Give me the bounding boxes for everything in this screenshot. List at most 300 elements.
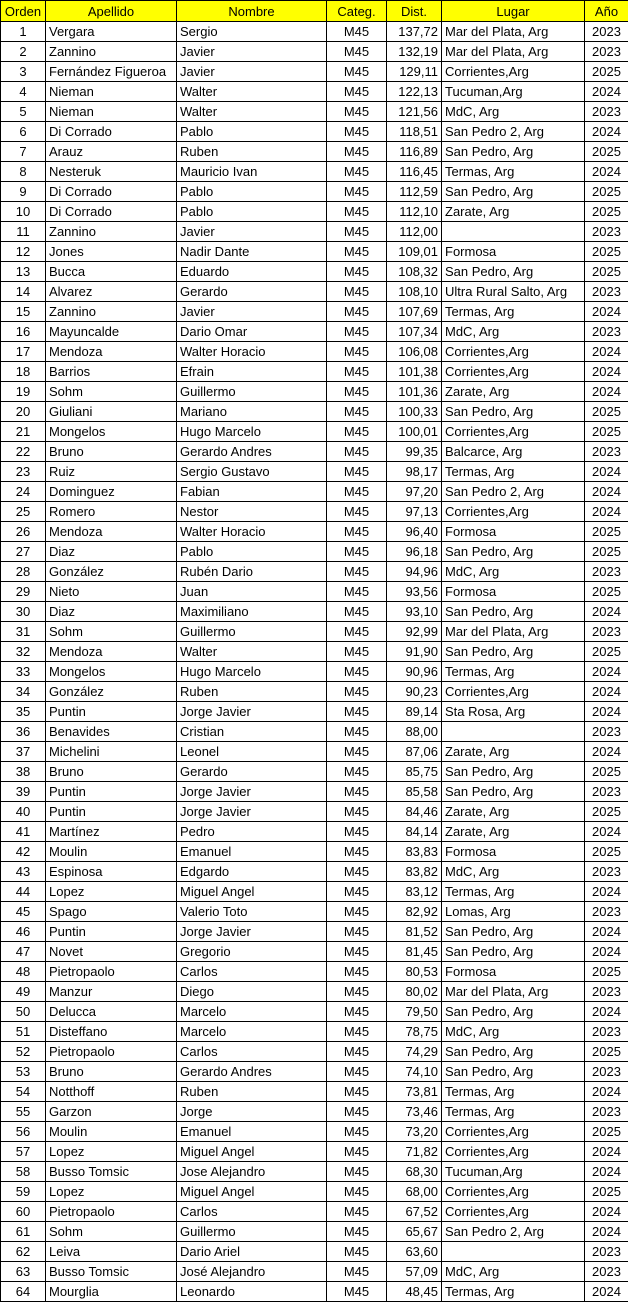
cell-dist: 87,06 xyxy=(387,742,442,762)
cell-categ: M45 xyxy=(327,342,387,362)
cell-nombre: Hugo Marcelo xyxy=(177,662,327,682)
cell-nombre: Juan xyxy=(177,582,327,602)
table-row xyxy=(1,162,628,182)
cell-lugar: Zarate, Arg xyxy=(442,202,585,222)
cell-lugar: Corrientes,Arg xyxy=(442,422,585,442)
cell-apellido: Dominguez xyxy=(46,482,177,502)
cell-anio: 2024 xyxy=(585,1282,628,1302)
cell-apellido: Pietropaolo xyxy=(46,962,177,982)
table-row xyxy=(1,982,628,1002)
table-row xyxy=(1,1122,628,1142)
cell-orden: 15 xyxy=(1,302,46,322)
table-row xyxy=(1,302,628,322)
table-row xyxy=(1,522,628,542)
cell-categ: M45 xyxy=(327,1122,387,1142)
cell-nombre: Emanuel xyxy=(177,842,327,862)
table-row xyxy=(1,1082,628,1102)
cell-orden: 37 xyxy=(1,742,46,762)
cell-nombre: Leonel xyxy=(177,742,327,762)
cell-categ: M45 xyxy=(327,242,387,262)
cell-orden: 32 xyxy=(1,642,46,662)
cell-dist: 80,02 xyxy=(387,982,442,1002)
cell-dist: 48,45 xyxy=(387,1282,442,1302)
cell-lugar: San Pedro, Arg xyxy=(442,1062,585,1082)
cell-nombre: Pablo xyxy=(177,122,327,142)
cell-categ: M45 xyxy=(327,382,387,402)
cell-lugar: Mar del Plata, Arg xyxy=(442,982,585,1002)
table-row xyxy=(1,1222,628,1242)
cell-anio: 2024 xyxy=(585,302,628,322)
cell-lugar: Termas, Arg xyxy=(442,1282,585,1302)
cell-apellido: Romero xyxy=(46,502,177,522)
cell-dist: 99,35 xyxy=(387,442,442,462)
cell-anio: 2023 xyxy=(585,42,628,62)
cell-anio: 2025 xyxy=(585,62,628,82)
cell-apellido: Mongelos xyxy=(46,662,177,682)
cell-categ: M45 xyxy=(327,942,387,962)
cell-categ: M45 xyxy=(327,722,387,742)
cell-apellido: Giuliani xyxy=(46,402,177,422)
table-row xyxy=(1,1162,628,1182)
cell-apellido: Zannino xyxy=(46,302,177,322)
table-row xyxy=(1,602,628,622)
cell-anio: 2025 xyxy=(585,522,628,542)
header-dist: Dist. xyxy=(387,1,442,22)
cell-lugar: San Pedro, Arg xyxy=(442,262,585,282)
cell-orden: 63 xyxy=(1,1262,46,1282)
table-row xyxy=(1,542,628,562)
cell-categ: M45 xyxy=(327,702,387,722)
cell-dist: 82,92 xyxy=(387,902,442,922)
cell-nombre: José Alejandro xyxy=(177,1262,327,1282)
cell-categ: M45 xyxy=(327,1002,387,1022)
cell-categ: M45 xyxy=(327,1042,387,1062)
cell-dist: 94,96 xyxy=(387,562,442,582)
cell-categ: M45 xyxy=(327,862,387,882)
cell-apellido: Novet xyxy=(46,942,177,962)
cell-dist: 73,20 xyxy=(387,1122,442,1142)
cell-apellido: Pietropaolo xyxy=(46,1042,177,1062)
header-apellido: Apellido xyxy=(46,1,177,22)
cell-apellido: Garzon xyxy=(46,1102,177,1122)
cell-apellido: Barrios xyxy=(46,362,177,382)
table-row xyxy=(1,1022,628,1042)
cell-anio: 2024 xyxy=(585,502,628,522)
cell-categ: M45 xyxy=(327,1202,387,1222)
cell-orden: 20 xyxy=(1,402,46,422)
cell-dist: 81,52 xyxy=(387,922,442,942)
cell-anio: 2024 xyxy=(585,1222,628,1242)
cell-orden: 55 xyxy=(1,1102,46,1122)
cell-dist: 112,59 xyxy=(387,182,442,202)
cell-lugar: Zarate, Arg xyxy=(442,822,585,842)
cell-anio: 2025 xyxy=(585,542,628,562)
cell-categ: M45 xyxy=(327,322,387,342)
cell-anio: 2023 xyxy=(585,982,628,1002)
cell-nombre: Mauricio Ivan xyxy=(177,162,327,182)
cell-apellido: Zannino xyxy=(46,222,177,242)
cell-orden: 57 xyxy=(1,1142,46,1162)
cell-apellido: Di Corrado xyxy=(46,182,177,202)
cell-lugar: Corrientes,Arg xyxy=(442,62,585,82)
table-row xyxy=(1,582,628,602)
cell-lugar: Formosa xyxy=(442,962,585,982)
cell-categ: M45 xyxy=(327,1162,387,1182)
cell-apellido: Moulin xyxy=(46,1122,177,1142)
table-row xyxy=(1,682,628,702)
cell-anio: 2025 xyxy=(585,842,628,862)
cell-apellido: Espinosa xyxy=(46,862,177,882)
cell-orden: 7 xyxy=(1,142,46,162)
cell-dist: 74,29 xyxy=(387,1042,442,1062)
cell-lugar: Corrientes,Arg xyxy=(442,1142,585,1162)
cell-lugar: Termas, Arg xyxy=(442,462,585,482)
cell-apellido: Nesteruk xyxy=(46,162,177,182)
cell-dist: 101,36 xyxy=(387,382,442,402)
cell-orden: 41 xyxy=(1,822,46,842)
cell-dist: 109,01 xyxy=(387,242,442,262)
cell-dist: 106,08 xyxy=(387,342,442,362)
cell-orden: 2 xyxy=(1,42,46,62)
cell-orden: 49 xyxy=(1,982,46,1002)
table-row xyxy=(1,1102,628,1122)
cell-anio: 2025 xyxy=(585,1182,628,1202)
table-row xyxy=(1,362,628,382)
cell-categ: M45 xyxy=(327,182,387,202)
cell-nombre: Ruben xyxy=(177,142,327,162)
table-row xyxy=(1,182,628,202)
cell-apellido: Bruno xyxy=(46,442,177,462)
cell-orden: 52 xyxy=(1,1042,46,1062)
cell-orden: 45 xyxy=(1,902,46,922)
cell-nombre: Carlos xyxy=(177,962,327,982)
cell-categ: M45 xyxy=(327,262,387,282)
cell-orden: 53 xyxy=(1,1062,46,1082)
cell-anio: 2023 xyxy=(585,1242,628,1262)
cell-nombre: Nestor xyxy=(177,502,327,522)
table-row xyxy=(1,22,628,42)
cell-categ: M45 xyxy=(327,562,387,582)
cell-apellido: Disteffano xyxy=(46,1022,177,1042)
cell-lugar: Tucuman,Arg xyxy=(442,82,585,102)
cell-orden: 30 xyxy=(1,602,46,622)
cell-anio: 2024 xyxy=(585,462,628,482)
cell-dist: 85,58 xyxy=(387,782,442,802)
cell-nombre: Jose Alejandro xyxy=(177,1162,327,1182)
cell-lugar: Formosa xyxy=(442,242,585,262)
cell-orden: 56 xyxy=(1,1122,46,1142)
cell-anio: 2024 xyxy=(585,742,628,762)
cell-nombre: Marcelo xyxy=(177,1022,327,1042)
table-row xyxy=(1,822,628,842)
table-row xyxy=(1,1062,628,1082)
cell-lugar: Formosa xyxy=(442,842,585,862)
cell-nombre: Gerardo xyxy=(177,282,327,302)
header-row xyxy=(1,1,628,22)
cell-categ: M45 xyxy=(327,1102,387,1122)
cell-anio: 2023 xyxy=(585,562,628,582)
table-row xyxy=(1,962,628,982)
cell-orden: 1 xyxy=(1,22,46,42)
table-row xyxy=(1,342,628,362)
cell-dist: 112,00 xyxy=(387,222,442,242)
cell-apellido: Mourglia xyxy=(46,1282,177,1302)
cell-dist: 108,32 xyxy=(387,262,442,282)
cell-anio: 2024 xyxy=(585,942,628,962)
cell-categ: M45 xyxy=(327,402,387,422)
cell-nombre: Emanuel xyxy=(177,1122,327,1142)
cell-apellido: Lopez xyxy=(46,1182,177,1202)
cell-anio: 2024 xyxy=(585,662,628,682)
cell-anio: 2024 xyxy=(585,882,628,902)
cell-anio: 2025 xyxy=(585,402,628,422)
cell-dist: 96,40 xyxy=(387,522,442,542)
cell-categ: M45 xyxy=(327,462,387,482)
cell-orden: 35 xyxy=(1,702,46,722)
cell-apellido: Benavides xyxy=(46,722,177,742)
table-row xyxy=(1,82,628,102)
cell-dist: 78,75 xyxy=(387,1022,442,1042)
cell-categ: M45 xyxy=(327,422,387,442)
cell-nombre: Javier xyxy=(177,302,327,322)
cell-anio: 2024 xyxy=(585,1082,628,1102)
cell-apellido: Delucca xyxy=(46,1002,177,1022)
table-row xyxy=(1,842,628,862)
cell-anio: 2023 xyxy=(585,902,628,922)
table-row xyxy=(1,782,628,802)
cell-nombre: Gerardo Andres xyxy=(177,442,327,462)
header-orden: Orden xyxy=(1,1,46,22)
cell-categ: M45 xyxy=(327,822,387,842)
table-row xyxy=(1,1202,628,1222)
cell-apellido: Leiva xyxy=(46,1242,177,1262)
table-row xyxy=(1,402,628,422)
cell-dist: 85,75 xyxy=(387,762,442,782)
cell-categ: M45 xyxy=(327,542,387,562)
cell-apellido: Lopez xyxy=(46,882,177,902)
table-row xyxy=(1,802,628,822)
cell-orden: 33 xyxy=(1,662,46,682)
cell-orden: 34 xyxy=(1,682,46,702)
cell-orden: 61 xyxy=(1,1222,46,1242)
cell-lugar xyxy=(442,1242,585,1262)
cell-apellido: Sohm xyxy=(46,382,177,402)
cell-lugar: San Pedro, Arg xyxy=(442,782,585,802)
cell-dist: 100,01 xyxy=(387,422,442,442)
cell-dist: 93,10 xyxy=(387,602,442,622)
cell-dist: 90,23 xyxy=(387,682,442,702)
cell-nombre: Guillermo xyxy=(177,382,327,402)
cell-apellido: Puntin xyxy=(46,802,177,822)
cell-categ: M45 xyxy=(327,1182,387,1202)
cell-orden: 6 xyxy=(1,122,46,142)
cell-categ: M45 xyxy=(327,502,387,522)
cell-categ: M45 xyxy=(327,962,387,982)
table-row xyxy=(1,242,628,262)
cell-lugar: MdC, Arg xyxy=(442,1022,585,1042)
cell-apellido: Bruno xyxy=(46,762,177,782)
cell-categ: M45 xyxy=(327,302,387,322)
cell-lugar: Termas, Arg xyxy=(442,162,585,182)
cell-categ: M45 xyxy=(327,1022,387,1042)
cell-lugar: San Pedro, Arg xyxy=(442,542,585,562)
cell-anio: 2025 xyxy=(585,582,628,602)
cell-orden: 11 xyxy=(1,222,46,242)
cell-apellido: Michelini xyxy=(46,742,177,762)
cell-anio: 2023 xyxy=(585,282,628,302)
cell-lugar: Formosa xyxy=(442,582,585,602)
cell-nombre: Nadir Dante xyxy=(177,242,327,262)
cell-nombre: Walter xyxy=(177,102,327,122)
cell-dist: 88,00 xyxy=(387,722,442,742)
table-row xyxy=(1,462,628,482)
cell-orden: 8 xyxy=(1,162,46,182)
cell-orden: 50 xyxy=(1,1002,46,1022)
cell-categ: M45 xyxy=(327,282,387,302)
cell-dist: 83,83 xyxy=(387,842,442,862)
cell-orden: 44 xyxy=(1,882,46,902)
cell-lugar: Corrientes,Arg xyxy=(442,1182,585,1202)
table-row xyxy=(1,222,628,242)
cell-dist: 97,20 xyxy=(387,482,442,502)
cell-dist: 96,18 xyxy=(387,542,442,562)
cell-nombre: Walter Horacio xyxy=(177,522,327,542)
cell-nombre: Guillermo xyxy=(177,622,327,642)
cell-categ: M45 xyxy=(327,522,387,542)
cell-orden: 51 xyxy=(1,1022,46,1042)
cell-nombre: Leonardo xyxy=(177,1282,327,1302)
cell-dist: 101,38 xyxy=(387,362,442,382)
table-row xyxy=(1,1002,628,1022)
cell-anio: 2024 xyxy=(585,822,628,842)
cell-anio: 2023 xyxy=(585,322,628,342)
cell-apellido: Spago xyxy=(46,902,177,922)
cell-orden: 22 xyxy=(1,442,46,462)
cell-apellido: Busso Tomsic xyxy=(46,1162,177,1182)
cell-categ: M45 xyxy=(327,642,387,662)
cell-orden: 36 xyxy=(1,722,46,742)
cell-apellido: Vergara xyxy=(46,22,177,42)
cell-dist: 91,90 xyxy=(387,642,442,662)
cell-anio: 2024 xyxy=(585,1202,628,1222)
cell-lugar: Corrientes,Arg xyxy=(442,502,585,522)
cell-lugar: Zarate, Arg xyxy=(442,382,585,402)
cell-anio: 2024 xyxy=(585,1162,628,1182)
cell-nombre: Dario Omar xyxy=(177,322,327,342)
table-row xyxy=(1,662,628,682)
cell-nombre: Miguel Angel xyxy=(177,882,327,902)
cell-orden: 43 xyxy=(1,862,46,882)
cell-orden: 12 xyxy=(1,242,46,262)
cell-nombre: Jorge Javier xyxy=(177,922,327,942)
cell-categ: M45 xyxy=(327,82,387,102)
cell-anio: 2025 xyxy=(585,262,628,282)
cell-anio: 2024 xyxy=(585,162,628,182)
cell-lugar: San Pedro 2, Arg xyxy=(442,1222,585,1242)
cell-orden: 39 xyxy=(1,782,46,802)
cell-dist: 107,34 xyxy=(387,322,442,342)
cell-apellido: González xyxy=(46,562,177,582)
cell-nombre: Edgardo xyxy=(177,862,327,882)
cell-nombre: Gerardo Andres xyxy=(177,1062,327,1082)
cell-lugar: Zarate, Arg xyxy=(442,742,585,762)
cell-lugar: San Pedro, Arg xyxy=(442,402,585,422)
cell-lugar: Mar del Plata, Arg xyxy=(442,42,585,62)
cell-lugar: Corrientes,Arg xyxy=(442,1122,585,1142)
cell-nombre: Ruben xyxy=(177,682,327,702)
cell-anio: 2025 xyxy=(585,962,628,982)
table-row xyxy=(1,62,628,82)
cell-anio: 2024 xyxy=(585,82,628,102)
table-row xyxy=(1,922,628,942)
cell-nombre: Jorge Javier xyxy=(177,782,327,802)
cell-nombre: Miguel Angel xyxy=(177,1182,327,1202)
table-row xyxy=(1,562,628,582)
cell-categ: M45 xyxy=(327,102,387,122)
cell-categ: M45 xyxy=(327,622,387,642)
cell-apellido: Nieto xyxy=(46,582,177,602)
cell-anio: 2025 xyxy=(585,1122,628,1142)
cell-apellido: Sohm xyxy=(46,622,177,642)
cell-orden: 18 xyxy=(1,362,46,382)
cell-orden: 58 xyxy=(1,1162,46,1182)
cell-nombre: Ruben xyxy=(177,1082,327,1102)
cell-orden: 42 xyxy=(1,842,46,862)
table-row xyxy=(1,322,628,342)
cell-dist: 121,56 xyxy=(387,102,442,122)
cell-anio: 2025 xyxy=(585,182,628,202)
cell-anio: 2023 xyxy=(585,722,628,742)
cell-lugar: MdC, Arg xyxy=(442,102,585,122)
cell-nombre: Marcelo xyxy=(177,1002,327,1022)
cell-nombre: Dario Ariel xyxy=(177,1242,327,1262)
cell-apellido: Manzur xyxy=(46,982,177,1002)
cell-lugar: Termas, Arg xyxy=(442,1102,585,1122)
cell-categ: M45 xyxy=(327,442,387,462)
cell-apellido: Jones xyxy=(46,242,177,262)
cell-orden: 17 xyxy=(1,342,46,362)
cell-lugar: MdC, Arg xyxy=(442,322,585,342)
cell-nombre: Pablo xyxy=(177,542,327,562)
cell-dist: 97,13 xyxy=(387,502,442,522)
table-row xyxy=(1,502,628,522)
cell-categ: M45 xyxy=(327,1142,387,1162)
cell-nombre: Diego xyxy=(177,982,327,1002)
cell-anio: 2023 xyxy=(585,22,628,42)
cell-anio: 2023 xyxy=(585,102,628,122)
cell-categ: M45 xyxy=(327,1262,387,1282)
cell-orden: 62 xyxy=(1,1242,46,1262)
cell-anio: 2024 xyxy=(585,362,628,382)
cell-dist: 89,14 xyxy=(387,702,442,722)
cell-dist: 116,89 xyxy=(387,142,442,162)
cell-dist: 71,82 xyxy=(387,1142,442,1162)
cell-lugar: Balcarce, Arg xyxy=(442,442,585,462)
cell-apellido: Mayuncalde xyxy=(46,322,177,342)
cell-lugar: San Pedro, Arg xyxy=(442,922,585,942)
cell-categ: M45 xyxy=(327,222,387,242)
cell-lugar: San Pedro 2, Arg xyxy=(442,482,585,502)
cell-orden: 46 xyxy=(1,922,46,942)
cell-categ: M45 xyxy=(327,1062,387,1082)
table-row xyxy=(1,42,628,62)
cell-orden: 13 xyxy=(1,262,46,282)
cell-nombre: Gerardo xyxy=(177,762,327,782)
cell-apellido: Alvarez xyxy=(46,282,177,302)
cell-dist: 100,33 xyxy=(387,402,442,422)
cell-categ: M45 xyxy=(327,582,387,602)
cell-orden: 21 xyxy=(1,422,46,442)
